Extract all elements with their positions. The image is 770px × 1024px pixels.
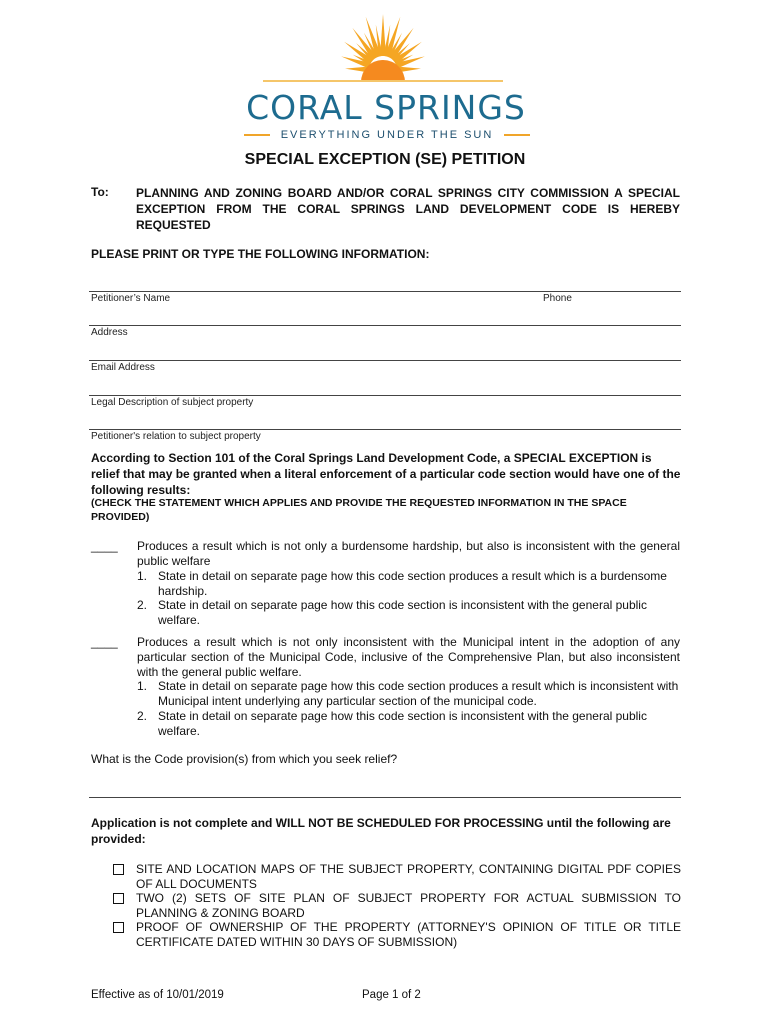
email-label: Email Address [91, 362, 155, 373]
option-1-check-blank[interactable]: ____ [91, 539, 118, 553]
according-paragraph: According to Section 101 of the Coral Springs Land Development Code, a SPECIAL EXCEPTION is relief that may be granted when a literal enforcement of a particular code section would have one of the following results: [91, 451, 681, 497]
relation-line[interactable] [89, 429, 681, 430]
requirement-text: TWO (2) SETS OF SITE PLAN OF SUBJECT PROPERTY FOR ACTUAL SUBMISSION TO PLANNING & ZONING BOARD [136, 891, 681, 920]
address-label: Address [91, 327, 128, 338]
requirement-text: PROOF OF OWNERSHIP OF THE PROPERTY (ATTORNEY'S OPINION OF TITLE OR TITLE CERTIFICATE DATED WITHIN 30 DAYS OF SUBMISSION) [136, 920, 681, 949]
sun-icon [228, 12, 538, 92]
logo-tagline-row [244, 128, 530, 142]
petitioner-name-label: Petitioner’s Name [91, 293, 171, 304]
item-text: State in detail on separate page how this code section produces a result which is a burdensome hardship. [158, 569, 667, 598]
legal-description-label: Legal Description of subject property [91, 397, 254, 408]
phone-label: Phone [543, 293, 572, 304]
check-instruction: (CHECK THE STATEMENT WHICH APPLIES AND PROVIDE THE REQUESTED INFORMATION IN THE SPACE PROVIDED) [91, 497, 627, 523]
code-provision-question: What is the Code provision(s) from which you seek relief? [91, 752, 398, 766]
address-line[interactable] [89, 325, 681, 326]
checkbox-icon[interactable] [113, 864, 124, 875]
petitioner-name-line[interactable] [89, 291, 681, 292]
requirement-site-maps [113, 862, 681, 892]
logo-wordmark: CORAL SPRINGS [246, 88, 526, 127]
option-1-item-2 [137, 598, 680, 628]
requirement-ownership-proof [113, 920, 681, 950]
option-2-text: Produces a result which is not only inconsistent with the Municipal intent in the adoption of any particular section of the Municipal Code, inclusive of the Comprehensive Plan, but also inconsistent with the general public welfare. [137, 635, 680, 679]
to-recipient-text: PLANNING AND ZONING BOARD AND/OR CORAL SPRINGS CITY COMMISSION A SPECIAL EXCEPTION FROM THE CORAL SPRINGS LAND DEVELOPMENT CODE IS HEREBY REQUESTED [136, 186, 680, 232]
code-provision-answer-line[interactable] [89, 797, 681, 798]
option-2-item-1 [137, 679, 680, 709]
option-1-item-1 [137, 569, 680, 599]
option-2-item-2 [137, 709, 680, 739]
requirement-text: SITE AND LOCATION MAPS OF THE SUBJECT PROPERTY, CONTAINING DIGITAL PDF COPIES OF ALL DOCUMENTS [136, 862, 681, 891]
option-1-text: Produces a result which is not only a burdensome hardship, but also is inconsistent with the general public welfare [137, 539, 680, 568]
to-label: To: [91, 185, 109, 199]
checkbox-icon[interactable] [113, 893, 124, 904]
item-text: State in detail on separate page how this code section produces a result which is inconsistent with Municipal intent underlying any particular section of the municipal code. [158, 679, 679, 708]
email-line[interactable] [89, 360, 681, 361]
legal-description-line[interactable] [89, 395, 681, 396]
item-number: 1. [137, 679, 148, 693]
print-heading: PLEASE PRINT OR TYPE THE FOLLOWING INFORMATION: [91, 247, 430, 261]
checkbox-icon[interactable] [113, 922, 124, 933]
coral-springs-logo [228, 12, 538, 140]
relation-label: Petitioner's relation to subject property [91, 431, 261, 442]
item-text: State in detail on separate page how this code section is inconsistent with the general public welfare. [158, 709, 647, 738]
item-number: 2. [137, 709, 148, 723]
effective-date: Effective as of 10/01/2019 [91, 989, 224, 1001]
item-number: 1. [137, 569, 148, 583]
tagline-rule-left [244, 134, 270, 136]
item-number: 2. [137, 598, 148, 612]
logo-tagline: EVERYTHING UNDER THE SUN [280, 129, 494, 141]
item-text: State in detail on separate page how this code section is inconsistent with the general public welfare. [158, 598, 647, 627]
option-2-check-blank[interactable]: ____ [91, 635, 118, 649]
page-number: Page 1 of 2 [362, 989, 421, 1001]
page-title: SPECIAL EXCEPTION (SE) PETITION [244, 151, 526, 168]
requirement-site-plan [113, 891, 681, 921]
incomplete-application-notice: Application is not complete and WILL NOT BE SCHEDULED FOR PROCESSING until the following are provided: [91, 816, 671, 846]
tagline-rule-right [504, 134, 530, 136]
